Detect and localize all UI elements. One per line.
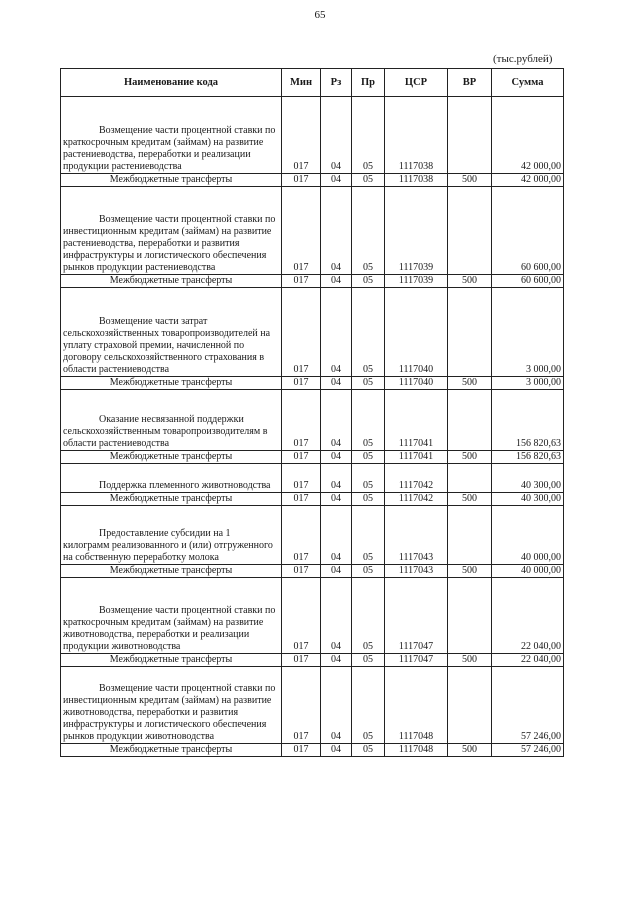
header-vr: ВР [448, 69, 492, 97]
row-rz: 04 [321, 187, 352, 275]
subrow-name: Межбюджетные трансферты [61, 377, 282, 390]
subrow-vr: 500 [448, 451, 492, 464]
row-min: 017 [282, 667, 321, 744]
row-pr: 05 [352, 464, 385, 493]
row-min: 017 [282, 464, 321, 493]
row-sum: 40 300,00 [492, 464, 564, 493]
subrow-rz: 04 [321, 654, 352, 667]
subrow-rz: 04 [321, 377, 352, 390]
row-name-text: Возмещение части процентной ставки по инвестиционным кредитам (займам) на развитие животноводства, переработки и развития инфраструктуры и логистического обеспечения рынков продукции животноводства [63, 683, 276, 742]
table-row [61, 464, 564, 493]
row-rz: 04 [321, 667, 352, 744]
row-vr [448, 288, 492, 377]
subrow-csr: 1117042 [385, 493, 448, 506]
subrow-csr: 1117048 [385, 744, 448, 757]
subrow-rz: 04 [321, 565, 352, 578]
table-row [61, 187, 564, 275]
subrow-csr: 1117039 [385, 275, 448, 288]
row-csr: 1117041 [385, 390, 448, 451]
subrow-name: Межбюджетные трансферты [61, 654, 282, 667]
subrow-min: 017 [282, 654, 321, 667]
subrow-vr: 500 [448, 493, 492, 506]
units-label: (тыс.рублей) [493, 53, 553, 65]
subrow-sum: 22 040,00 [492, 654, 564, 667]
row-name-text: Оказание несвязанной поддержки сельскохозяйственным товаропроизводителям в области растениеводства [63, 414, 268, 449]
subrow-pr: 05 [352, 493, 385, 506]
row-name-text: Возмещение части процентной ставки по краткосрочным кредитам (займам) на развитие животноводства, переработки и реализации продукции животноводства [63, 605, 276, 652]
row-min: 017 [282, 288, 321, 377]
row-vr [448, 187, 492, 275]
subrow-sum: 42 000,00 [492, 174, 564, 187]
subrow-csr: 1117043 [385, 565, 448, 578]
header-name: Наименование кода [61, 69, 282, 97]
subrow-name: Межбюджетные трансферты [61, 451, 282, 464]
subrow-vr: 500 [448, 275, 492, 288]
table-subrow [61, 377, 564, 390]
row-csr: 1117047 [385, 578, 448, 654]
subrow-sum: 3 000,00 [492, 377, 564, 390]
header-min: Мин [282, 69, 321, 97]
table-row [61, 578, 564, 654]
row-sum: 57 246,00 [492, 667, 564, 744]
subrow-vr: 500 [448, 744, 492, 757]
row-pr: 05 [352, 187, 385, 275]
table-row [61, 288, 564, 377]
page-number: 65 [314, 9, 326, 21]
row-sum: 156 820,63 [492, 390, 564, 451]
row-pr: 05 [352, 390, 385, 451]
table-subrow [61, 744, 564, 757]
row-min: 017 [282, 187, 321, 275]
row-rz: 04 [321, 390, 352, 451]
table-row [61, 667, 564, 744]
table-subrow [61, 654, 564, 667]
subrow-min: 017 [282, 744, 321, 757]
subrow-pr: 05 [352, 565, 385, 578]
subrow-rz: 04 [321, 174, 352, 187]
subrow-pr: 05 [352, 654, 385, 667]
row-name [61, 464, 282, 493]
row-min: 017 [282, 390, 321, 451]
row-vr [448, 578, 492, 654]
row-min: 017 [282, 578, 321, 654]
row-sum: 60 600,00 [492, 187, 564, 275]
row-name [61, 390, 282, 451]
subrow-min: 017 [282, 451, 321, 464]
subrow-min: 017 [282, 174, 321, 187]
subrow-name: Межбюджетные трансферты [61, 174, 282, 187]
subrow-rz: 04 [321, 275, 352, 288]
row-vr [448, 390, 492, 451]
subrow-vr: 500 [448, 565, 492, 578]
row-name [61, 578, 282, 654]
row-vr [448, 506, 492, 565]
row-min: 017 [282, 506, 321, 565]
table-row [61, 506, 564, 565]
header-rz: Рз [321, 69, 352, 97]
table-subrow [61, 451, 564, 464]
row-name-text: Поддержка племенного животноводства [99, 480, 271, 491]
subrow-rz: 04 [321, 451, 352, 464]
row-name-text: Возмещение части затрат сельскохозяйственных товаропроизводителей на уплату страховой премии, начисленной по договору сельскохозяйственного страхования в области растениеводства [63, 316, 271, 375]
row-csr: 1117042 [385, 464, 448, 493]
subrow-sum: 156 820,63 [492, 451, 564, 464]
row-csr: 1117038 [385, 97, 448, 174]
subrow-min: 017 [282, 565, 321, 578]
subrow-rz: 04 [321, 744, 352, 757]
subrow-vr: 500 [448, 174, 492, 187]
row-sum: 40 000,00 [492, 506, 564, 565]
subrow-pr: 05 [352, 377, 385, 390]
table-subrow [61, 174, 564, 187]
subrow-csr: 1117041 [385, 451, 448, 464]
row-rz: 04 [321, 464, 352, 493]
row-pr: 05 [352, 97, 385, 174]
row-csr: 1117048 [385, 667, 448, 744]
subrow-pr: 05 [352, 451, 385, 464]
subrow-pr: 05 [352, 174, 385, 187]
subrow-min: 017 [282, 493, 321, 506]
subrow-vr: 500 [448, 654, 492, 667]
subrow-min: 017 [282, 275, 321, 288]
row-rz: 04 [321, 578, 352, 654]
subrow-csr: 1117047 [385, 654, 448, 667]
row-sum: 22 040,00 [492, 578, 564, 654]
subrow-sum: 57 246,00 [492, 744, 564, 757]
header-sum: Сумма [492, 69, 564, 97]
row-pr: 05 [352, 667, 385, 744]
table-header-row [61, 69, 564, 97]
row-name [61, 506, 282, 565]
subrow-name: Межбюджетные трансферты [61, 744, 282, 757]
header-csr: ЦСР [385, 69, 448, 97]
row-name [61, 288, 282, 377]
row-name-text: Возмещение части процентной ставки по краткосрочным кредитам (займам) на развитие растениеводства, переработки и реализации продукции растениеводства [63, 125, 276, 172]
header-pr: Пр [352, 69, 385, 97]
subrow-csr: 1117040 [385, 377, 448, 390]
row-vr [448, 667, 492, 744]
row-csr: 1117043 [385, 506, 448, 565]
row-csr: 1117039 [385, 187, 448, 275]
subrow-csr: 1117038 [385, 174, 448, 187]
table-row [61, 390, 564, 451]
row-min: 017 [282, 97, 321, 174]
row-rz: 04 [321, 506, 352, 565]
subrow-pr: 05 [352, 275, 385, 288]
subrow-name: Межбюджетные трансферты [61, 275, 282, 288]
row-name [61, 97, 282, 174]
row-rz: 04 [321, 288, 352, 377]
table-subrow [61, 493, 564, 506]
subrow-rz: 04 [321, 493, 352, 506]
row-csr: 1117040 [385, 288, 448, 377]
subrow-vr: 500 [448, 377, 492, 390]
table-row [61, 97, 564, 174]
row-name [61, 187, 282, 275]
row-sum: 42 000,00 [492, 97, 564, 174]
row-vr [448, 97, 492, 174]
subrow-name: Межбюджетные трансферты [61, 493, 282, 506]
subrow-pr: 05 [352, 744, 385, 757]
table-subrow [61, 275, 564, 288]
row-rz: 04 [321, 97, 352, 174]
subrow-min: 017 [282, 377, 321, 390]
row-vr [448, 464, 492, 493]
budget-table [60, 68, 564, 757]
row-pr: 05 [352, 288, 385, 377]
row-name [61, 667, 282, 744]
subrow-sum: 40 300,00 [492, 493, 564, 506]
row-name-text: Возмещение части процентной ставки по инвестиционным кредитам (займам) на развитие растениеводства, переработки и развития инфраструктуры и логистического обеспечения рынков продукции растениеводства [63, 214, 276, 273]
row-pr: 05 [352, 578, 385, 654]
row-sum: 3 000,00 [492, 288, 564, 377]
row-name-text: Предоставление субсидии на 1 килограмм реализованного и (или) отгруженного на собственную переработку молока [63, 528, 273, 563]
subrow-sum: 40 000,00 [492, 565, 564, 578]
subrow-name: Межбюджетные трансферты [61, 565, 282, 578]
row-pr: 05 [352, 506, 385, 565]
subrow-sum: 60 600,00 [492, 275, 564, 288]
table-subrow [61, 565, 564, 578]
